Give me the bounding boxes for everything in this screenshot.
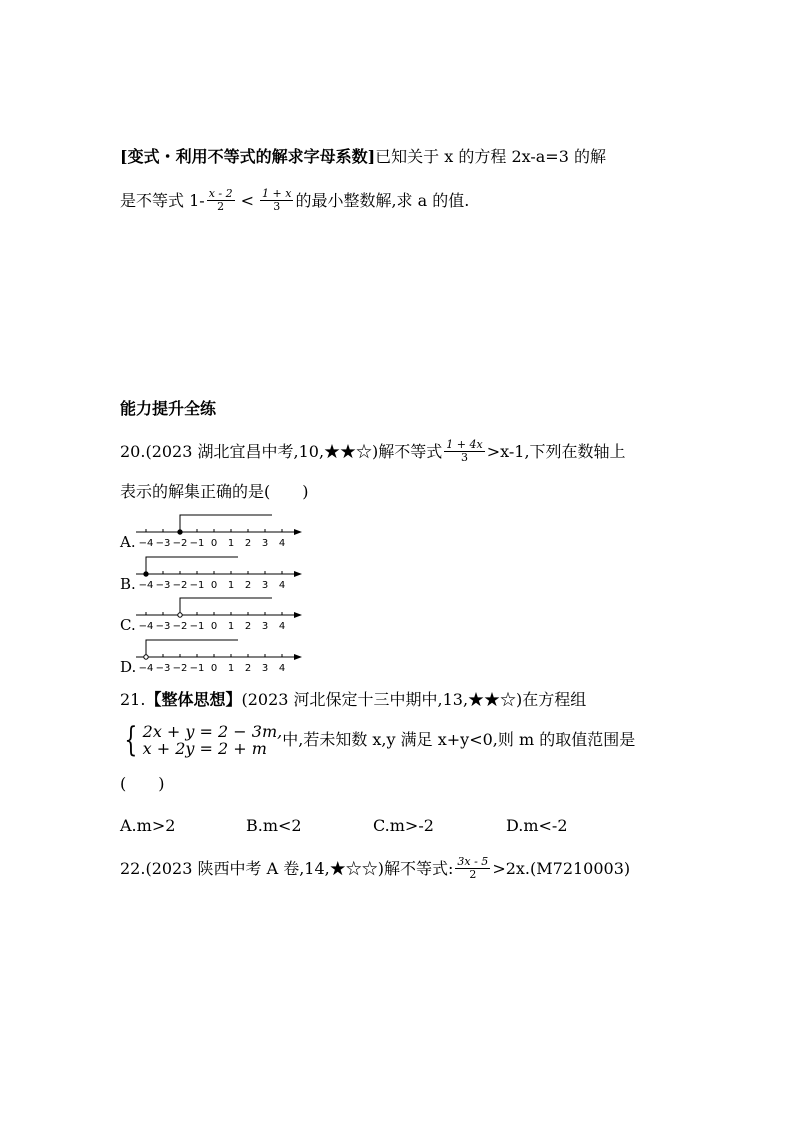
tick-label: 1 <box>227 663 235 674</box>
q20-option-a-numberline <box>136 512 304 552</box>
tick-label: −1 <box>189 663 205 674</box>
tick-label: 1 <box>227 538 235 549</box>
variant-frac1-den: 2 <box>217 200 225 213</box>
tick-label: 2 <box>244 538 252 549</box>
q21-number: 21. <box>120 690 146 709</box>
q20-frac-den: 3 <box>460 451 468 464</box>
q20-option-a-label: A. <box>120 533 136 551</box>
tick-label: −3 <box>155 538 171 549</box>
q21-choice-b: B.m<2 <box>246 816 302 835</box>
solution-ray <box>180 515 272 532</box>
tick-label: 3 <box>261 538 269 549</box>
tick-label: −3 <box>155 580 171 591</box>
tick-label: 3 <box>261 580 269 591</box>
open-point-icon <box>178 613 182 617</box>
q21-line-2 <box>120 720 636 760</box>
variant-text-1: 已知关于 x 的方程 2x-a=3 的解 <box>375 147 606 166</box>
q22-frac-den: 2 <box>469 868 477 881</box>
tick-label: −1 <box>189 580 205 591</box>
axis-arrow-icon <box>294 529 302 535</box>
variant-frac2-num: 1 + x <box>262 187 292 200</box>
tick-label: −4 <box>138 580 154 591</box>
q22-fraction <box>455 856 490 881</box>
tick-label: 0 <box>210 580 218 591</box>
filled-point-icon <box>178 530 182 534</box>
variant-lt: < <box>240 190 255 210</box>
q22-line <box>120 856 630 881</box>
tick-label: 1 <box>227 580 235 591</box>
tick-label: 0 <box>210 538 218 549</box>
axis-arrow-icon <box>294 654 302 660</box>
variant-frac1-num: x - 2 <box>208 187 233 200</box>
q20-frac-num: 1 + 4x <box>446 438 483 451</box>
tick-label: 1 <box>227 621 235 632</box>
tick-label: 4 <box>278 663 286 674</box>
q21-equation-system <box>120 720 283 760</box>
q21-equation-1: 2x + y = 2 − 3m, <box>142 722 283 741</box>
q21-choice-c: C.m>-2 <box>373 816 434 835</box>
tick-label: −2 <box>172 538 188 549</box>
tick-label: 4 <box>278 621 286 632</box>
tick-label: −4 <box>138 621 154 632</box>
tick-label: 4 <box>278 538 286 549</box>
tick-label: −2 <box>172 663 188 674</box>
variant-text-2b: 的最小整数解,求 a 的值. <box>295 190 470 210</box>
tick-label: −4 <box>138 538 154 549</box>
tick-label: 4 <box>278 580 286 591</box>
q22-text-b: >2x.(M7210003) <box>492 858 631 878</box>
tick-label: 2 <box>244 621 252 632</box>
q21-text-a: (2023 河北保定十三中期中,13,★★☆)在方程组 <box>241 690 587 709</box>
tick-label: −1 <box>189 621 205 632</box>
tick-label: 3 <box>261 663 269 674</box>
tick-label: −2 <box>172 621 188 632</box>
q20-line-1 <box>120 439 626 464</box>
tick-label: −3 <box>155 663 171 674</box>
section-title: 能力提升全练 <box>120 399 217 418</box>
tick-label: −2 <box>172 580 188 591</box>
q20-option-d-numberline <box>136 637 304 677</box>
tick-label: −3 <box>155 621 171 632</box>
filled-point-icon <box>144 572 148 576</box>
q20-option-c-numberline <box>136 595 304 635</box>
open-point-icon <box>144 655 148 659</box>
solution-ray <box>146 557 238 574</box>
tick-label: 0 <box>210 663 218 674</box>
q21-line-1 <box>120 689 586 711</box>
q20-option-b-label: B. <box>120 575 136 593</box>
q21-choice-a: A.m>2 <box>120 816 176 835</box>
q22-frac-num: 3x - 5 <box>457 855 489 868</box>
tick-label: 2 <box>244 663 252 674</box>
q20-option-b-numberline <box>136 554 304 594</box>
variant-line-2 <box>120 188 469 213</box>
tick-label: 3 <box>261 621 269 632</box>
tick-label: 2 <box>244 580 252 591</box>
q21-equation-2: x + 2y = 2 + m <box>142 739 267 758</box>
axis-arrow-icon <box>294 571 302 577</box>
variant-tag: [变式・利用不等式的解求字母系数] <box>120 147 376 166</box>
q20-text-b: >x-1,下列在数轴上 <box>486 441 626 461</box>
q21-tag: 【整体思想】 <box>145 690 242 709</box>
q21-choice-d: D.m<-2 <box>506 816 568 835</box>
tick-label: −1 <box>189 538 205 549</box>
q21-paren: ( ) <box>120 774 165 793</box>
variant-frac2-den: 3 <box>273 200 281 213</box>
q20-text-a: 20.(2023 湖北宜昌中考,10,★★☆)解不等式 <box>120 441 443 461</box>
q20-line-2: 表示的解集正确的是( ) <box>120 482 309 501</box>
q20-option-d-label: D. <box>120 658 137 676</box>
variant-fraction-1 <box>207 188 235 213</box>
variant-text-2a: 是不等式 1- <box>120 190 205 210</box>
tick-label: 0 <box>210 621 218 632</box>
variant-line-1 <box>120 146 606 168</box>
q20-fraction <box>444 439 484 464</box>
axis-arrow-icon <box>294 612 302 618</box>
solution-ray <box>146 640 238 657</box>
q21-text-b: 中,若未知数 x,y 满足 x+y<0,则 m 的取值范围是 <box>282 730 636 749</box>
q22-text-a: 22.(2023 陕西中考 A 卷,14,★☆☆)解不等式: <box>120 858 454 878</box>
left-brace-icon: { <box>124 720 138 760</box>
solution-ray <box>180 598 272 615</box>
tick-label: −4 <box>138 663 154 674</box>
q20-option-c-label: C. <box>120 616 136 634</box>
variant-fraction-2 <box>260 188 293 213</box>
